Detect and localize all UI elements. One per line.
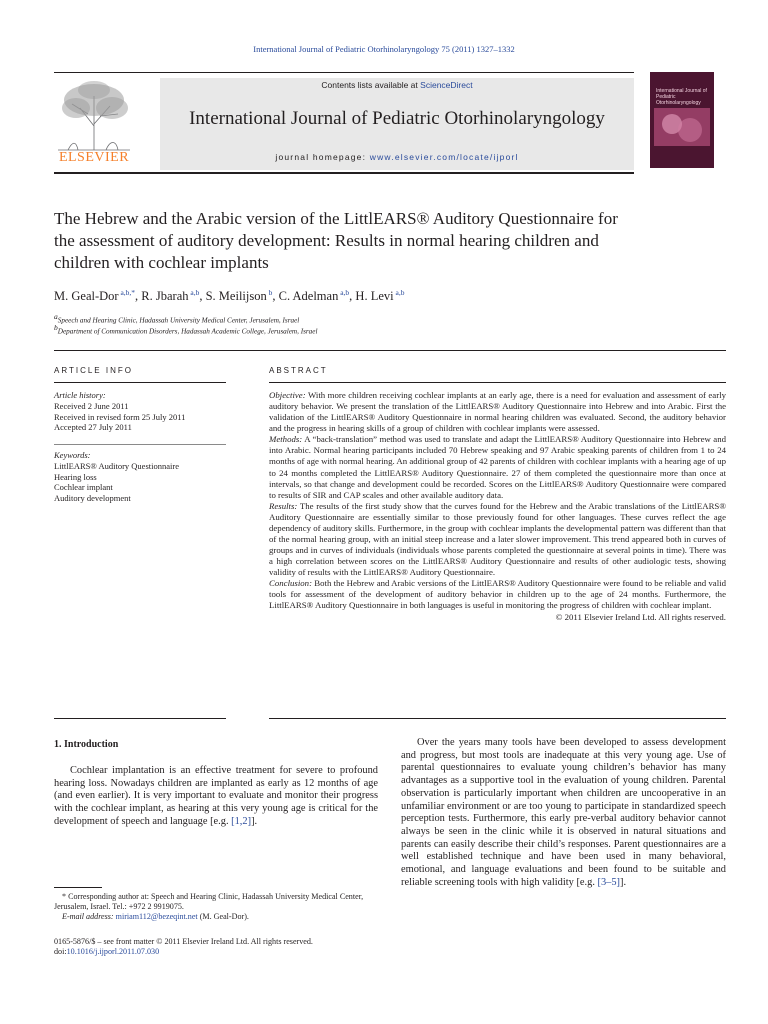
conclusion-label: Conclusion:	[269, 578, 313, 589]
intro-p2-end: ].	[620, 876, 627, 888]
abstract-copyright: © 2011 Elsevier Ireland Ltd. All rights reserved.	[555, 611, 726, 622]
results-text: The results of the first study show that the curves found for the Hebrew and the Arabic translations of the LittlEARS® Auditory Questionnaire are essentially similar to those previously found for other languages. These curves reflect the age dependency of auditory skills. Furthermore, in the group with cochlear implants the developmental pattern was different than that of the normal hearing group, with an initial steep increase and a later slower improvement. This trend appeared both in curves of groups and in curves of individuals (individuals whose parents completed the questionnaire at several points in time). There was a high correlation between scores on the LittlEARS® Auditory Questionnaire and results of other audiologic tests, showing validity of results with the LittlEARS® Auditory Questionnaire.	[269, 500, 727, 578]
title-line-2: the assessment of auditory development: Results in normal hearing children and	[54, 231, 599, 250]
corresponding-note: * Corresponding author at: Speech and Hearing Clinic, Hadassah University Medical Center, Jerusalem, Israel. Tel.: +972 2 9919075.	[54, 892, 364, 911]
front-matter-rule	[54, 350, 726, 351]
affiliation-text: Department of Communication Disorders, Hadassah Academic College, Jerusalem, Israel	[57, 327, 318, 336]
header-bottom-rule	[54, 172, 634, 174]
footnote-rule	[54, 887, 102, 888]
author-name: C. Adelman	[278, 289, 339, 304]
running-citation[interactable]: International Journal of Pediatric Otorhinolaryngology 75 (2011) 1327–1332	[253, 44, 515, 54]
history-received: Received 2 June 2011	[54, 400, 129, 411]
abstract-methods	[269, 434, 726, 500]
article-history	[54, 390, 226, 433]
journal-title: International Journal of Pediatric Otorhinolaryngology	[189, 108, 605, 129]
issn-line: 0165-5876/$ – see front matter © 2011 Elsevier Ireland Ltd. All rights reserved.	[54, 937, 313, 946]
reference-link[interactable]: [1,2]	[231, 815, 252, 827]
intro-paragraph-1	[54, 765, 378, 829]
email-line	[54, 912, 378, 922]
author-name: R. Jbarah	[141, 289, 189, 304]
author-affiliation-mark[interactable]: a,b	[393, 288, 405, 297]
author-affiliation-mark[interactable]: a,b	[338, 288, 350, 297]
cover-title-line1: International Journal of	[656, 88, 707, 94]
email-link[interactable]: miriam112@bezeqint.net	[115, 912, 198, 921]
section-heading-introduction: 1. Introduction	[54, 739, 119, 750]
author-affiliation-mark[interactable]: a,b,*	[118, 288, 136, 297]
keyword: Auditory development	[54, 493, 131, 504]
homepage-prefix: journal homepage:	[275, 152, 370, 162]
abstract-objective	[269, 390, 726, 434]
title-line-1: The Hebrew and the Arabic version of the LittlEARS® Auditory Questionnaire for	[54, 209, 618, 228]
history-revised: Received in revised form 25 July 2011	[54, 411, 186, 422]
article-title	[54, 208, 730, 274]
reference-link[interactable]: [3–5]	[597, 876, 621, 888]
homepage-link[interactable]: www.elsevier.com/locate/ijporl	[369, 152, 519, 162]
contents-prefix: Contents lists available at	[321, 80, 418, 90]
intro-p1-end: ].	[251, 815, 258, 827]
doi-link[interactable]: 10.1016/j.ijporl.2011.07.030	[66, 947, 160, 956]
doi-prefix: doi:	[54, 947, 67, 956]
affiliation-mark: b	[54, 323, 58, 332]
elsevier-wordmark: ELSEVIER	[58, 150, 130, 165]
cover-title	[656, 88, 710, 106]
author-separator: ,	[272, 289, 279, 304]
author-affiliation-mark[interactable]: b	[266, 288, 273, 297]
methods-text: A “back-translation” method was used to translate and adapt the LittlEARS® Auditory Questionnaire into Hebrew and into Arabic. Normal hearing participants included 70 Hebrew speaking and 97 Arabic speaking parents of children from 1 to 24 months of age with normal hearing. An additional group of 42 parents of children with cochlear implants with a hearing age of up to 24 months completed the LittlEARS® Auditory Questionnaire. 27 of them completed the questionnaire more than once at intervals, so that change and development could be recorded. Scores on the LittlEARS® Auditory Questionnaire were compared to results of SIR and CAP scales and other available auditory data.	[269, 434, 726, 500]
title-line-3: children with cochlear implants	[54, 253, 269, 272]
article-info-bottom-rule	[54, 718, 226, 719]
author-name: S. Meilijson	[205, 289, 267, 304]
author-separator: ,	[199, 289, 206, 304]
abstract-bottom-rule	[269, 718, 726, 719]
header-top-rule	[54, 72, 634, 73]
abstract-conclusion	[269, 578, 726, 611]
intro-p2-text: Over the years many tools have been developed to assess development and progress, but most tools are inadequate at this very young age. Use of parental questionnaires to evaluate young children’s behavior has many advantages as a supportive tool in the evaluation of young children. Parental observation is particularly important when children are uncooperative in an unfamiliar environment or are too young to participate in standardized speech perception tests. Furthermore, this early pre-verbal auditory behavior cannot always be seen in the clinic while it is observed in natural situations and parents can easily describe their child’s responses. Parent questionnaires are a well established technique and have been used in many behavioral, emotional, and language evaluations and been found to be suitable and reliable screening tools with high validity [e.g.	[401, 737, 726, 888]
contents-line	[160, 80, 634, 90]
objective-text: With more children receiving cochlear implants at an early age, there is a need for evaluation and assessment of early auditory behavior. We present the translation of the LittlEARS® Auditory Questionnaire into Hebrew and into Arabic. First the validation of the LittlEARS® Auditory Questionnaire in normal hearing children was evaluated. Second, the auditory behavior and the progress in hearing skills of a group of children with cochlear implants were assessed.	[269, 390, 726, 434]
abstract-rule	[269, 382, 726, 383]
article-info-heading: ARTICLE INFO	[54, 366, 133, 375]
author-name: M. Geal-Dor	[54, 289, 119, 304]
objective-label: Objective:	[269, 390, 306, 400]
keyword: LittlEARS® Auditory Questionnaire	[54, 460, 179, 471]
intro-p1-text: Cochlear implantation is an effective treatment for severe to profound hearing loss. Nowadays children are implanted as early as 12 months of age (and even earlier). It is very important to evaluate and monitor their progress with the cochlear implant, as hearing at this very young age is critical for the development of speech and language [e.g.	[54, 765, 378, 827]
email-suffix: (M. Geal-Dor).	[197, 912, 249, 921]
abstract-heading: ABSTRACT	[269, 366, 328, 375]
affiliation-mark: a	[54, 312, 58, 321]
author-affiliation-mark[interactable]: a,b	[188, 288, 200, 297]
results-label: Results:	[269, 500, 298, 511]
intro-paragraph-2	[401, 737, 726, 889]
history-label: Article history:	[54, 390, 106, 400]
journal-homepage	[160, 152, 634, 162]
article-info-rule	[54, 382, 226, 383]
corresponding-author-footnote	[54, 892, 378, 922]
author-separator: ,	[135, 289, 142, 304]
sciencedirect-link[interactable]: ScienceDirect	[420, 80, 473, 90]
keywords-label: Keywords:	[54, 450, 91, 460]
email-label: E-mail address:	[62, 912, 114, 921]
abstract-results	[269, 501, 726, 579]
doi-line	[54, 947, 378, 957]
history-rule	[54, 444, 226, 445]
author-separator: ,	[349, 289, 356, 304]
front-matter-footer	[54, 937, 378, 957]
cover-title-line2: Pediatric Otorhinolaryngology	[656, 94, 701, 106]
author-list	[54, 288, 730, 304]
keyword: Hearing loss	[54, 471, 97, 482]
journal-cover-thumbnail	[650, 72, 714, 168]
author-name: H. Levi	[355, 289, 394, 304]
affiliation-b	[54, 323, 730, 336]
conclusion-text: Both the Hebrew and Arabic versions of the LittlEARS® Auditory Questionnaire were found to be reliable and valid tools for assessment of the development of auditory behavior in children up to the age of 24 months. Furthermore, the LittlEARS® Auditory Questionnaire in both languages is useful in monitoring the progress of children with cochlear implant.	[269, 578, 726, 611]
affiliation-text: Speech and Hearing Clinic, Hadassah University Medical Center, Jerusalem, Israel	[57, 316, 300, 325]
keywords-block	[54, 450, 226, 504]
methods-label: Methods:	[269, 434, 303, 445]
history-accepted: Accepted 27 July 2011	[54, 422, 132, 433]
keyword: Cochlear implant	[54, 482, 113, 493]
abstract-body	[269, 390, 726, 623]
